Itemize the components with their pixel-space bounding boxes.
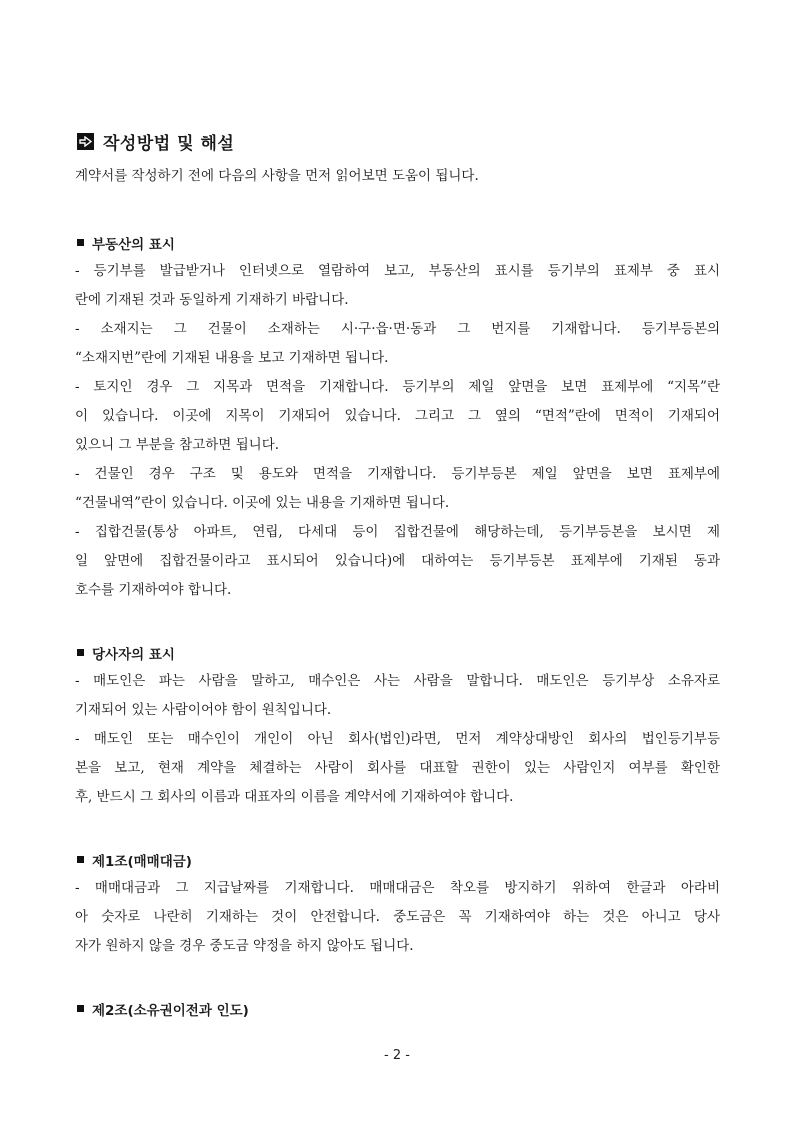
section-body: [75, 257, 720, 605]
section-heading: [75, 845, 720, 874]
square-bullet-icon: [77, 649, 84, 656]
square-bullet-icon: [77, 1005, 84, 1012]
section-body: [75, 874, 720, 961]
text-line: 기재되어 있는 사람이어야 함이 원칙입니다.: [75, 702, 332, 718]
text-line: - 소재지는 그 건물이 소재하는 시·구·읍·면·동과 그 번지를 기재합니다. 등기부등본의: [75, 321, 720, 337]
text-line: 본을 보고, 현재 계약을 체결하는 사람이 회사를 대표할 권한이 있는 사람인지 여부를 확인한: [75, 760, 720, 776]
text-line: “소재지번”란에 기재된 내용을 보고 기재하면 됩니다.: [75, 350, 389, 366]
text-line: - 매도인은 파는 사람을 말하고, 매수인은 사는 사람을 말합니다. 매도인은 등기부상 소유자로: [75, 673, 720, 689]
intro-text: 계약서를 작성하기 전에 다음의 사항을 먼저 읽어보면 도움이 됩니다.: [75, 168, 479, 184]
section-parties: [75, 638, 720, 812]
square-bullet-icon: [77, 856, 84, 863]
text-line: - 토지인 경우 그 지목과 면적을 기재합니다. 등기부의 제일 앞면을 보면 표제부에 “지목”란: [75, 379, 720, 395]
text-line: 후, 반드시 그 회사의 이름과 대표자의 이름을 계약서에 기재하여야 합니다.: [75, 789, 514, 805]
title-text: 작성방법 및 해설: [103, 133, 235, 154]
text-line: - 매매대금과 그 지급날짜를 기재합니다. 매매대금은 착오를 방지하기 위하여 한글과 아라비: [75, 880, 720, 896]
text-line: - 집합건물(통상 아파트, 연립, 다세대 등이 집합건물에 해당하는데, 등기부등본을 보시면 제: [75, 524, 720, 540]
page-number: - 2 -: [384, 1048, 410, 1063]
text-line: - 매도인 또는 매수인이 개인이 아닌 회사(법인)라면, 먼저 계약상대방인 회사의 법인등기부등: [75, 731, 720, 747]
text-line: 자가 원하지 않을 경우 중도금 약정을 하지 않아도 됩니다.: [75, 938, 414, 954]
text-line: “건물내역”란이 있습니다. 이곳에 있는 내용을 기재하면 됩니다.: [75, 495, 450, 511]
section-property: [75, 228, 720, 605]
section-heading-text: 제2조(소유권이전과 인도): [92, 1002, 249, 1019]
section-heading-text: 당사자의 표시: [92, 646, 175, 663]
section-heading-text: 제1조(매매대금): [92, 853, 192, 870]
square-bullet-icon: [77, 239, 84, 246]
section-heading-text: 부동산의 표시: [92, 236, 175, 253]
document-body: [75, 128, 720, 1023]
arrow-right-box-icon: [77, 133, 94, 150]
document-title: [75, 128, 720, 154]
section-heading: [75, 228, 720, 257]
section-article-1: [75, 845, 720, 961]
section-body: [75, 667, 720, 812]
section-heading: [75, 994, 720, 1023]
section-heading: [75, 638, 720, 667]
text-line: 이 있습니다. 이곳에 지목이 기재되어 있습니다. 그리고 그 옆의 “면적”란에 면적이 기재되어: [75, 408, 720, 424]
text-line: - 건물인 경우 구조 및 용도와 면적을 기재합니다. 등기부등본 제일 앞면을 보면 표제부에: [75, 466, 720, 482]
text-line: 아 숫자로 나란히 기재하는 것이 안전합니다. 중도금은 꼭 기재하여야 하는 것은 아니고 당사: [75, 909, 720, 925]
text-line: 있으니 그 부분을 참고하면 됩니다.: [75, 437, 280, 453]
text-line: 란에 기재된 것과 동일하게 기재하기 바랍니다.: [75, 292, 349, 308]
text-line: 호수를 기재하여야 합니다.: [75, 582, 232, 598]
text-line: 일 앞면에 집합건물이라고 표시되어 있습니다)에 대하여는 등기부등본 표제부에 기재된 동과: [75, 553, 720, 569]
text-line: - 등기부를 발급받거나 인터넷으로 열람하여 보고, 부동산의 표시를 등기부의 표제부 중 표시: [75, 263, 720, 279]
section-article-2: [75, 994, 720, 1023]
